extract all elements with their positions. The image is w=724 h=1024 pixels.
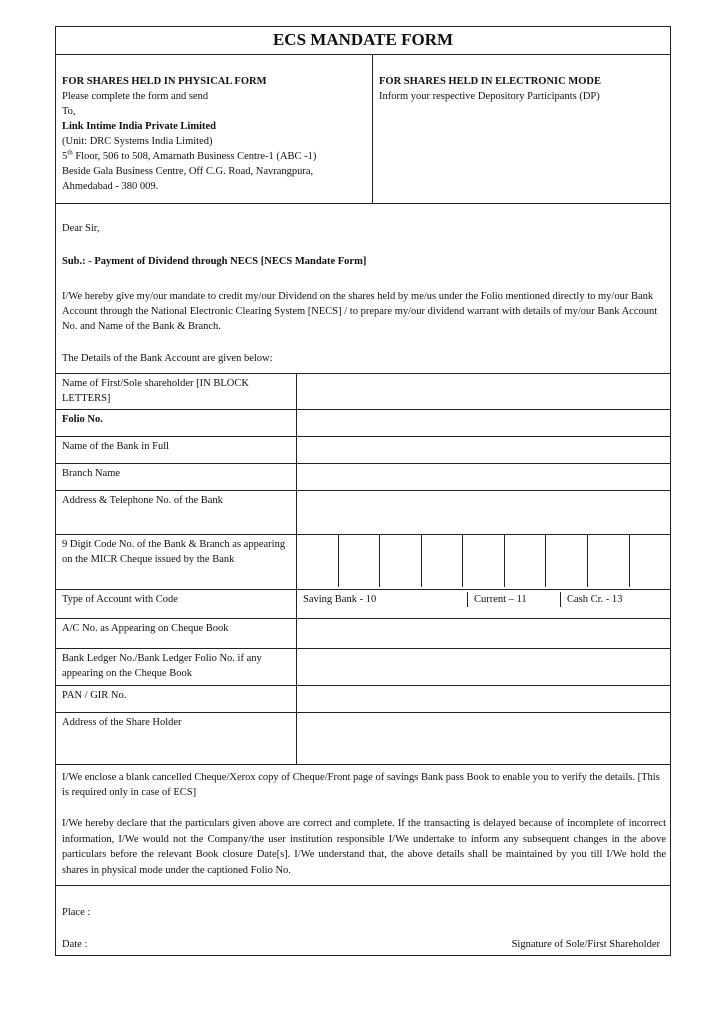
table-row — [56, 464, 671, 491]
account-type-field — [297, 590, 671, 619]
electronic-heading: FOR SHARES HELD IN ELECTRONIC MODE — [379, 76, 601, 87]
current-option[interactable]: Current – 11 — [468, 592, 561, 607]
holder-address-field[interactable] — [297, 713, 671, 765]
mandate-paragraph: I/We hereby give my/our mandate to credit my/our Dividend on the shares held by me/us under the Folio mentioned directly to my/our Bank Account through the National Electronic Clearing System [NECS] / to prepare my/our dividend warrant with details of my/our Bank Account No. and Name of the Bank & Branch. — [62, 291, 658, 332]
ledger-label: Bank Ledger No./Bank Ledger Folio No. if any appearing on the Cheque Book — [56, 649, 297, 686]
account-type-options — [297, 592, 670, 607]
registrar-unit: (Unit: DRC Systems India Limited) — [62, 136, 213, 147]
table-row — [56, 374, 671, 410]
form-title: ECS MANDATE FORM — [56, 27, 670, 55]
shareholder-name-label: Name of First/Sole shareholder [IN BLOCK LETTERS] — [56, 374, 297, 410]
micr-field — [297, 535, 671, 590]
place-label: Place : — [62, 907, 91, 918]
micr-digit-box[interactable] — [421, 535, 463, 587]
micr-digit-box[interactable] — [629, 535, 671, 587]
table-row — [56, 491, 671, 535]
table-row — [56, 410, 671, 437]
bank-name-label: Name of the Bank in Full — [56, 437, 297, 464]
branch-label: Branch Name — [56, 464, 297, 491]
electronic-instruction: Inform your respective Depository Participants (DP) — [379, 91, 600, 102]
pan-field[interactable] — [297, 686, 671, 713]
table-row — [56, 649, 671, 686]
table-row — [56, 535, 671, 590]
folio-label: Folio No. — [56, 410, 297, 437]
floor-number: 5 — [62, 151, 68, 162]
micr-label: 9 Digit Code No. of the Bank & Branch as appearing on the MICR Cheque issued by the Bank — [56, 535, 297, 590]
registrar-address-line3: Ahmedabad - 380 009. — [62, 181, 159, 192]
signature-section — [56, 885, 670, 957]
bank-address-field[interactable] — [297, 491, 671, 535]
micr-digit-box[interactable] — [338, 535, 380, 587]
table-row — [56, 590, 671, 619]
cheque-note: I/We enclose a blank cancelled Cheque/Xerox copy of Cheque/Front page of savings Bank pass Book to enable you to verify the details. [This is required only in case of ECS] — [62, 772, 660, 798]
micr-digit-box[interactable] — [504, 535, 546, 587]
physical-heading: FOR SHARES HELD IN PHYSICAL FORM — [62, 76, 267, 87]
address-section — [56, 55, 670, 204]
pan-label: PAN / GIR No. — [56, 686, 297, 713]
micr-digit-box[interactable] — [379, 535, 421, 587]
table-row — [56, 437, 671, 464]
ledger-field[interactable] — [297, 649, 671, 686]
salutation: Dear Sir, — [62, 223, 100, 234]
bank-name-field[interactable] — [297, 437, 671, 464]
electronic-mode-block — [373, 55, 670, 203]
saving-bank-option[interactable]: Saving Bank - 10 — [297, 592, 468, 607]
registrar-address-line1 — [62, 149, 372, 164]
date-label: Date : — [62, 939, 88, 950]
branch-field[interactable] — [297, 464, 671, 491]
floor-rest: Floor, 506 to 508, Amarnath Business Centre-1 (ABC -1) — [72, 151, 317, 162]
table-row — [56, 713, 671, 765]
micr-digit-box[interactable] — [462, 535, 504, 587]
ecs-mandate-form — [55, 26, 671, 956]
ac-no-field[interactable] — [297, 619, 671, 649]
details-lead: The Details of the Bank Account are given below: — [62, 353, 273, 364]
micr-digit-box[interactable] — [545, 535, 587, 587]
micr-digit-box[interactable] — [297, 535, 338, 587]
holder-address-label: Address of the Share Holder — [56, 713, 297, 765]
signature-label: Signature of Sole/First Shareholder — [511, 939, 660, 950]
physical-form-block — [56, 55, 373, 203]
bank-address-label: Address & Telephone No. of the Bank — [56, 491, 297, 535]
micr-digit-box[interactable] — [587, 535, 629, 587]
cash-credit-option[interactable]: Cash Cr. - 13 — [567, 594, 623, 605]
declaration: I/We hereby declare that the particulars given above are correct and complete. If the transacting is delayed because of incomplete of incorrect information, I/We would not the Company/the user institution responsible I/We undertake to inform any subsequent changes in the above particulars before the relevant Book closure Date[s]. I/We understand that, the above details shall be maintained by you till I/We hold the shares in physical mode under the captioned Folio No. — [62, 818, 666, 876]
physical-instruction: Please complete the form and send — [62, 91, 209, 102]
shareholder-name-field[interactable] — [297, 374, 671, 410]
account-type-label: Type of Account with Code — [56, 590, 297, 619]
physical-to: To, — [62, 106, 76, 117]
table-row — [56, 686, 671, 713]
registrar-address-line2: Beside Gala Business Centre, Off C.G. Road, Navrangpura, — [62, 166, 314, 177]
folio-field[interactable] — [297, 410, 671, 437]
bank-details-table — [55, 373, 671, 765]
subject-line: Sub.: - Payment of Dividend through NECS [NECS Mandate Form] — [62, 256, 367, 267]
ac-no-label: A/C No. as Appearing on Cheque Book — [56, 619, 297, 649]
micr-boxes — [297, 535, 670, 587]
table-row — [56, 619, 671, 649]
registrar-name: Link Intime India Private Limited — [62, 121, 217, 132]
floor-suffix: th — [67, 148, 73, 157]
